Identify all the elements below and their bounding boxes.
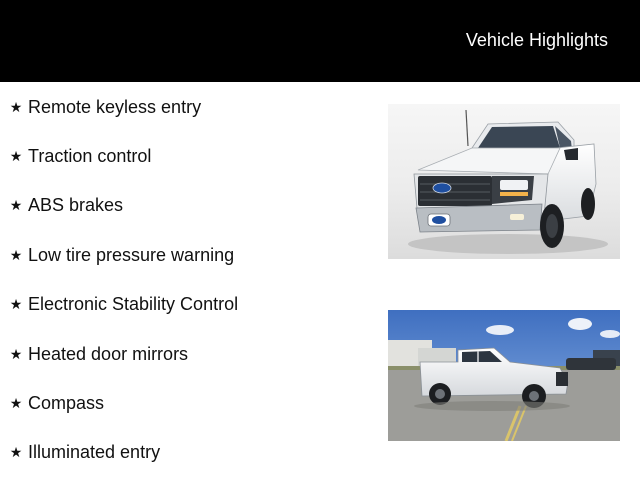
feature-item <box>8 94 201 120</box>
feature-item <box>8 291 238 317</box>
feature-label: Remote keyless entry <box>28 96 202 117</box>
feature-item <box>8 341 188 367</box>
star-icon: ★ <box>9 296 23 312</box>
feature-label: Traction control <box>28 145 152 166</box>
feature-item <box>8 390 104 416</box>
feature-label: Electronic Stability Control <box>28 293 239 314</box>
feature-label: ABS brakes <box>28 194 124 215</box>
star-icon: ★ <box>9 395 23 411</box>
feature-item <box>8 242 234 268</box>
star-icon: ★ <box>9 99 23 115</box>
feature-item <box>8 192 123 218</box>
feature-label: Compass <box>28 392 105 413</box>
feature-label: Low tire pressure warning <box>28 244 235 265</box>
header-bar <box>0 0 640 82</box>
star-icon: ★ <box>9 197 23 213</box>
feature-item <box>8 143 151 169</box>
star-icon: ★ <box>9 148 23 164</box>
star-icon: ★ <box>9 346 23 362</box>
vehicle-photo-side <box>388 310 620 441</box>
page-title: Vehicle Highlights <box>465 30 608 50</box>
star-icon: ★ <box>9 247 23 263</box>
feature-item <box>8 439 160 465</box>
star-icon: ★ <box>9 444 23 460</box>
vehicle-photo-front <box>388 104 620 259</box>
feature-label: Heated door mirrors <box>28 343 189 364</box>
feature-label: Illuminated entry <box>28 441 161 462</box>
